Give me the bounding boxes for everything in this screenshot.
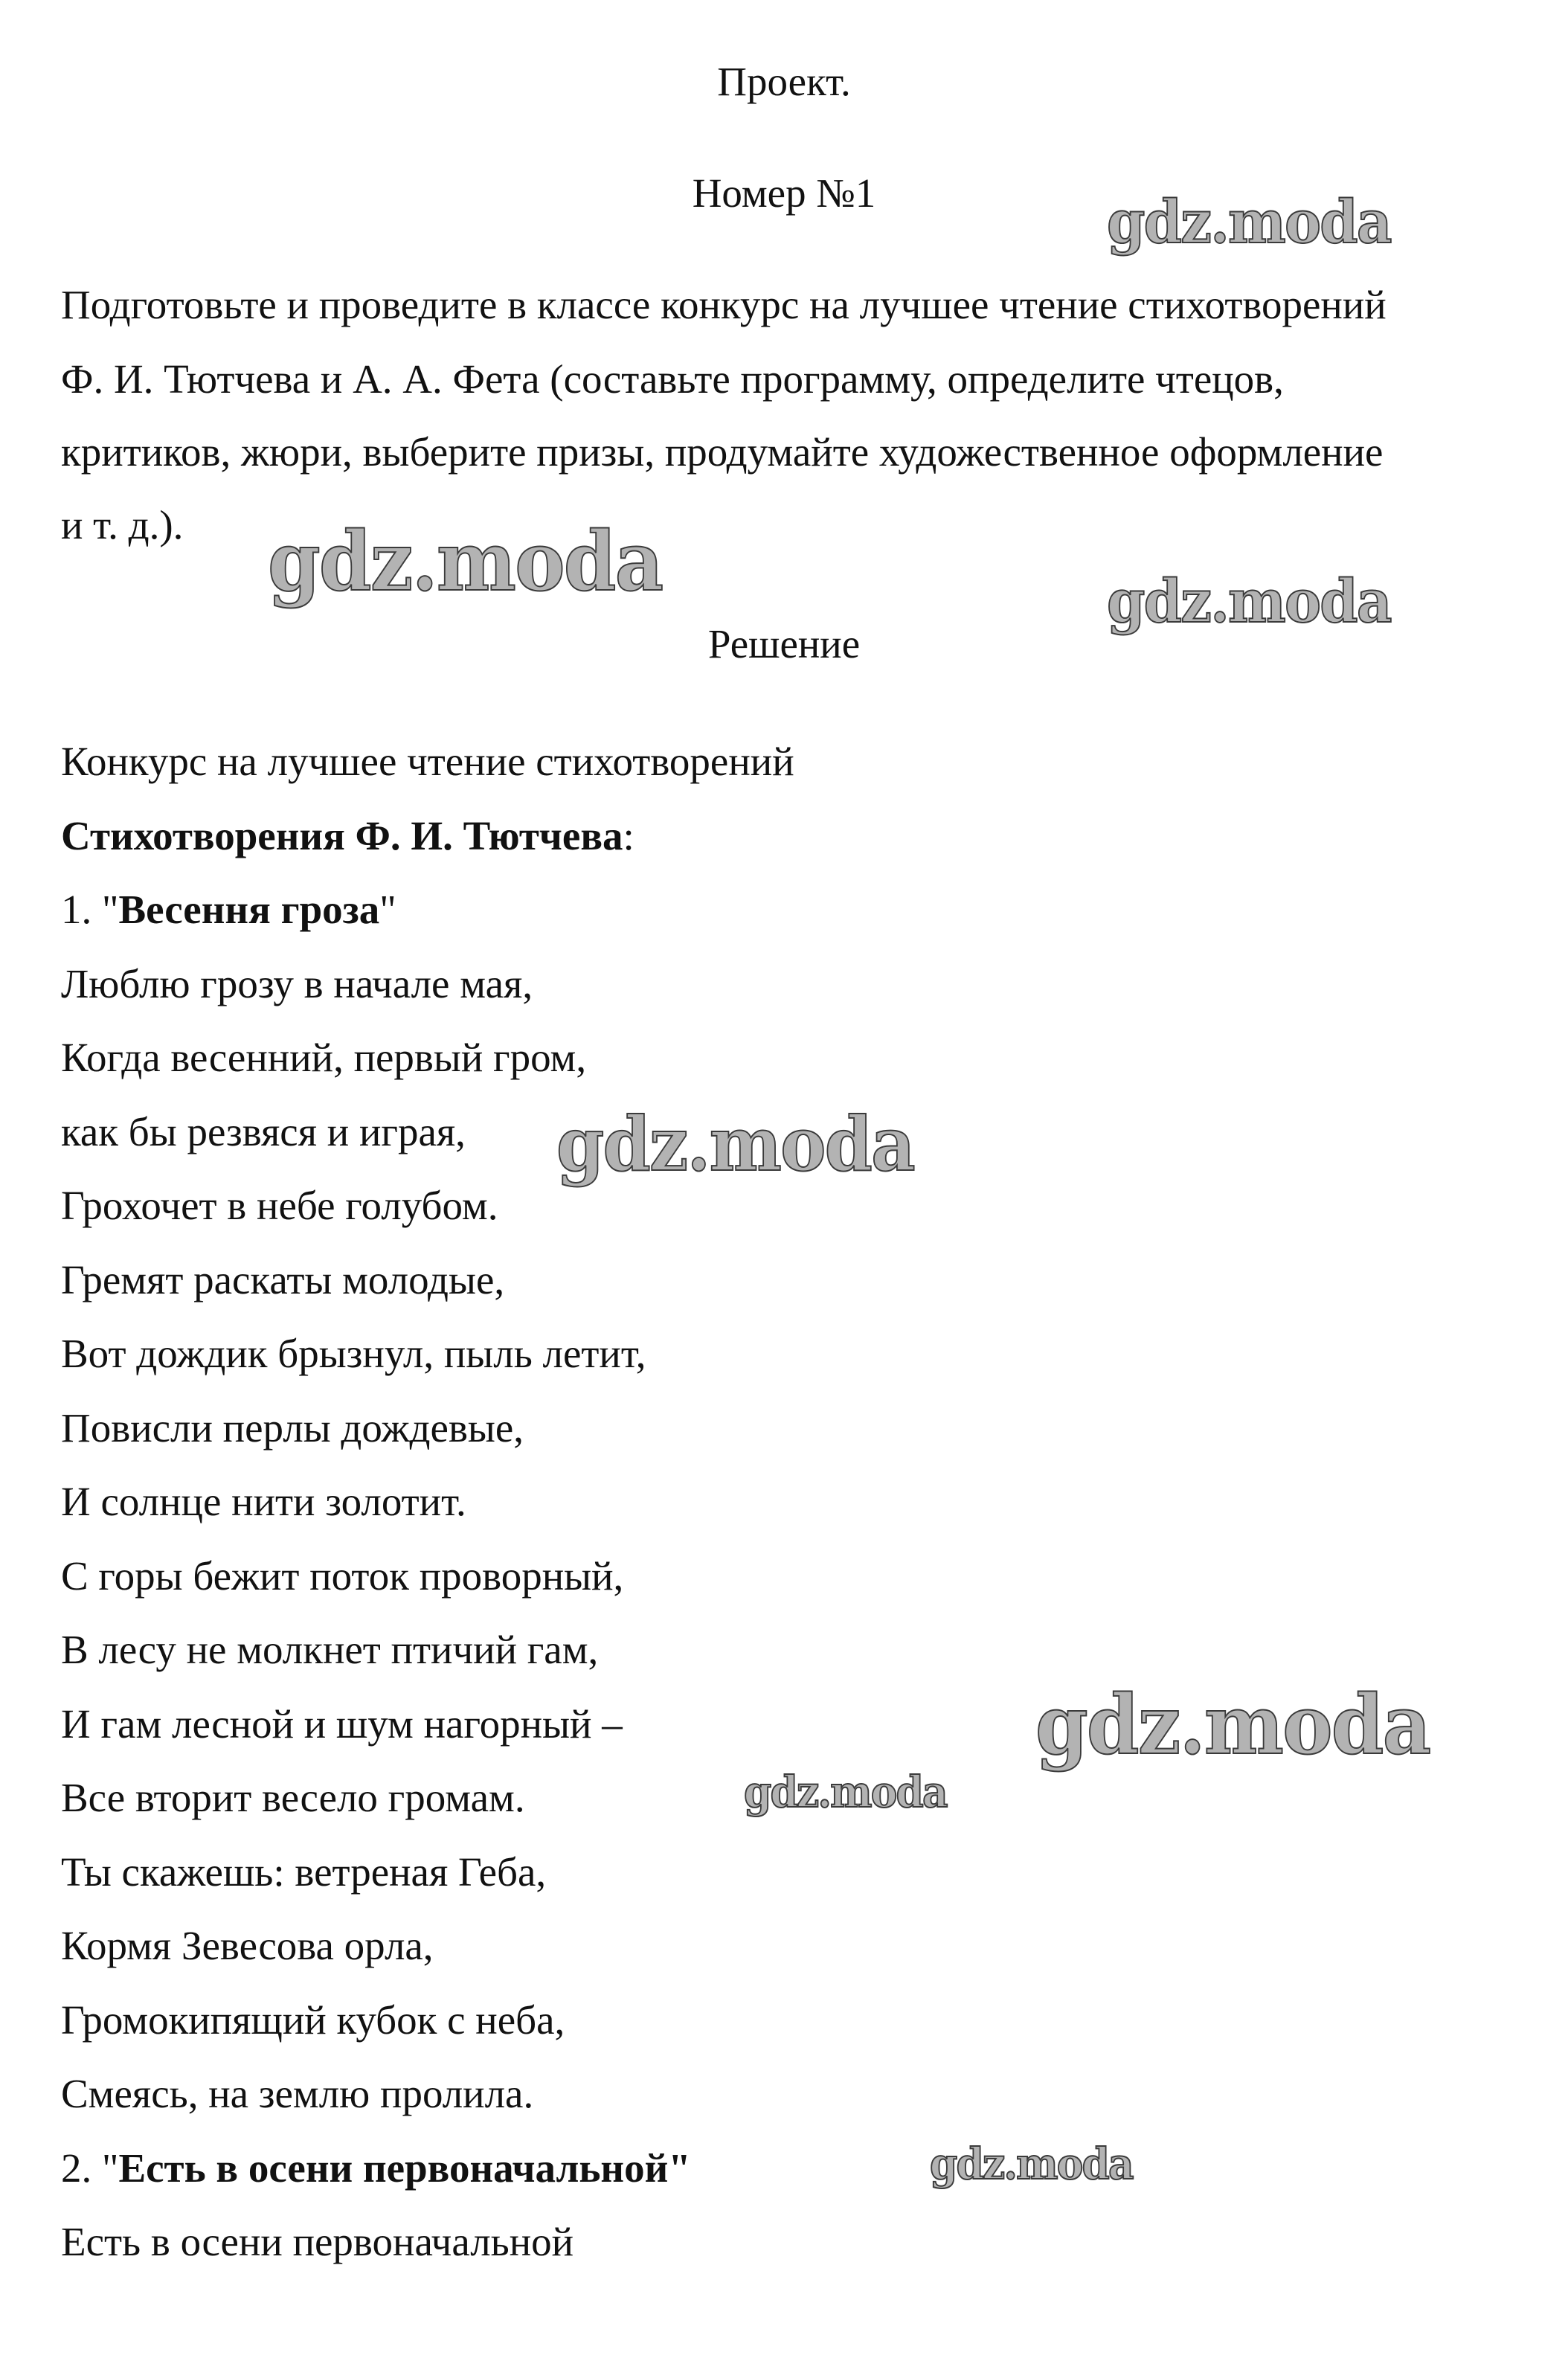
text: Смеясь, на землю пролила.: [61, 2071, 534, 2116]
body-line: [61, 799, 634, 873]
text: Когда весенний, первый гром,: [61, 1035, 587, 1080]
body-line: [61, 1613, 598, 1687]
text: Повисли перлы дождевые,: [61, 1404, 524, 1451]
body-line: [61, 1317, 646, 1391]
watermark: gdz.moda: [1107, 566, 1391, 636]
text: 2. ": [61, 2145, 119, 2191]
text: И гам лесной и шум нагорный –: [61, 1700, 623, 1747]
task-line: критиков, жюри, выберите призы, продумайте художественное оформление: [61, 429, 1384, 475]
text: И солнце нити золотит.: [61, 1479, 466, 1524]
text: Есть в осени первоначальной: [61, 2219, 574, 2264]
task-number: Номер №1: [692, 170, 876, 216]
bold-text: Весення гроза: [118, 887, 380, 932]
document-title: Проект.: [717, 59, 851, 104]
body-line: [61, 1687, 623, 1761]
body-line: [61, 1465, 466, 1539]
body-line: [61, 1243, 504, 1317]
body-line: [61, 873, 396, 947]
body-line: [61, 2057, 533, 2131]
bold-text: Есть в осени первоначальной": [118, 2145, 691, 2191]
body-line: [61, 1391, 524, 1465]
text: Гремят раскаты молодые,: [61, 1256, 505, 1302]
watermark: gdz.moda: [1035, 1677, 1430, 1773]
body-line: [61, 1835, 546, 1909]
body-line: [61, 1539, 623, 1613]
watermark: gdz.moda: [556, 1100, 914, 1188]
text: Люблю грозу в начале мая,: [61, 960, 533, 1006]
text: Конкурс на лучшее чтение стихотворений: [61, 739, 794, 784]
watermark: gdz.moda: [1107, 187, 1391, 257]
watermark: gdz.moda: [744, 1767, 947, 1817]
body-line: [61, 1983, 565, 2058]
body-line: [61, 1021, 586, 1095]
text: Кормя Зевесова орла,: [61, 1923, 434, 1968]
solution-heading: Решение: [707, 621, 861, 666]
text: как бы резвяся и играя,: [61, 1108, 466, 1154]
body-line: [61, 725, 794, 799]
text: В лесу не молкнет птичий гам,: [61, 1627, 599, 1672]
body-line: [61, 1761, 525, 1835]
watermark: gdz.moda: [268, 513, 663, 609]
text: С горы бежит поток проворный,: [61, 1552, 624, 1599]
text: Громокипящий кубок с неба,: [61, 1997, 565, 2043]
text: 1. ": [61, 887, 119, 932]
text: Вот дождик брызнул, пыль летит,: [61, 1331, 646, 1376]
body-line: [61, 2131, 691, 2206]
body-line: [61, 1095, 466, 1169]
body-line: [61, 947, 533, 1021]
text: Грохочет в небе голубом.: [61, 1183, 498, 1228]
text: Все вторит весело громам.: [61, 1775, 525, 1820]
body-line: [61, 1169, 498, 1243]
body-line: [61, 2205, 573, 2279]
text: ": [379, 887, 396, 932]
body-line: [61, 1909, 434, 1983]
text: Ты скажешь: ветреная Геба,: [61, 1848, 547, 1895]
task-line: и т. д.).: [61, 502, 184, 547]
text: :: [623, 812, 634, 858]
task-line: Ф. И. Тютчева и А. А. Фета (составьте программу, определите чтецов,: [61, 356, 1284, 402]
task-line: Подготовьте и проведите в классе конкурс на лучшее чтение стихотворений: [61, 282, 1387, 327]
bold-text: Стихотворения Ф. И. Тютчева: [61, 812, 623, 858]
watermark: gdz.moda: [930, 2139, 1133, 2189]
